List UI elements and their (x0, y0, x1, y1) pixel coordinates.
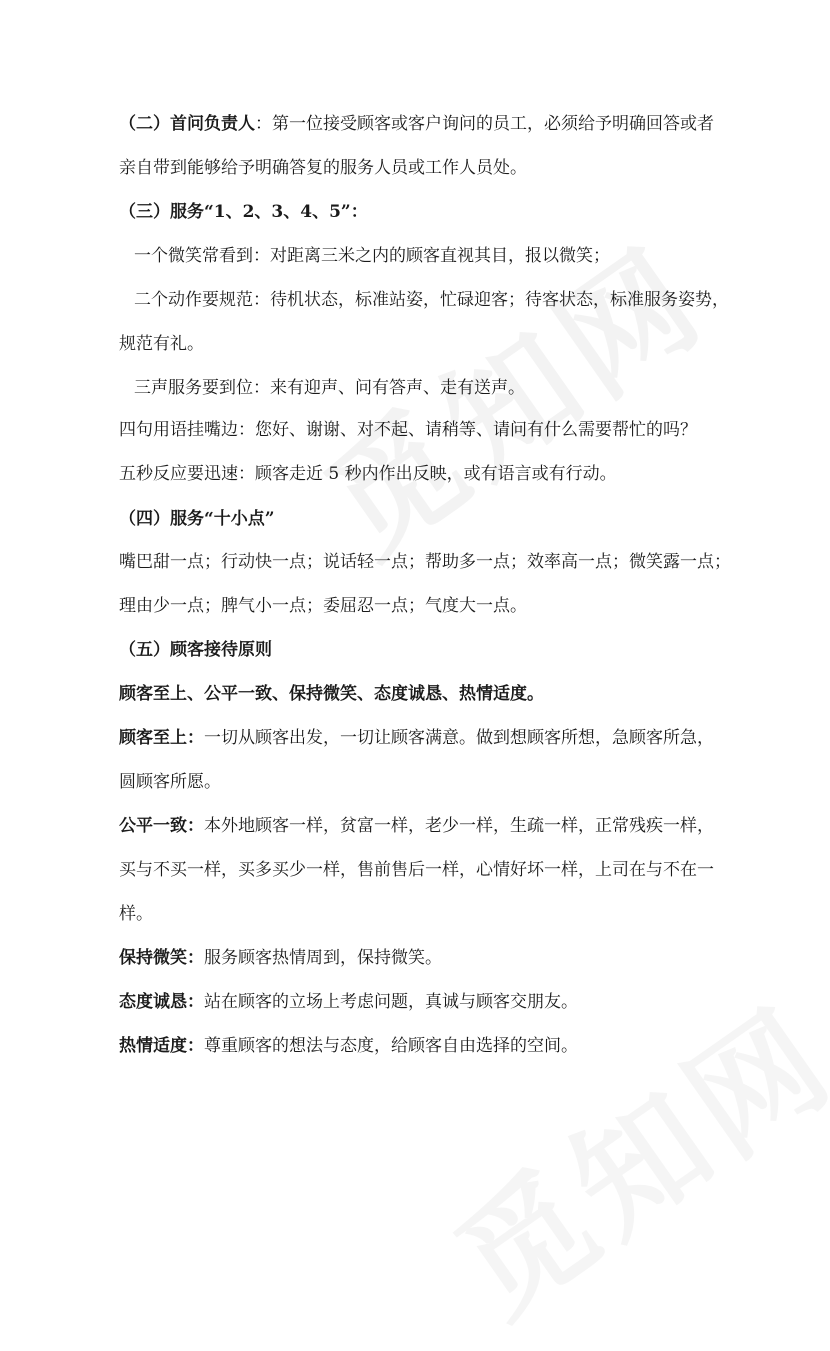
s5-p3-label: 保持微笑： (119, 948, 204, 968)
s5-p4 (119, 990, 578, 1014)
s5-p1-line2: 圆顾客所愿。 (119, 772, 221, 792)
s5-heading: （五）顾客接待原则 (119, 640, 272, 660)
s3-item3: 三声服务要到位：来有迎声、问有答声、走有送声。 (134, 378, 525, 398)
s2-line1 (119, 112, 714, 136)
s5-p1-label: 顾客至上： (119, 728, 204, 748)
s3-item1: 一个微笑常看到：对距离三米之内的顾客直视其目，报以微笑； (134, 246, 610, 266)
s2-text-line1: 第一位接受顾客或客户询问的员工，必须给予明确回答或者 (272, 114, 714, 134)
s5-p1-text: 一切从顾客出发，一切让顾客满意。做到想顾客所想，急顾客所急， (204, 728, 714, 748)
s3-item4: 四句用语挂嘴边：您好、谢谢、对不起、请稍等、请问有什么需要帮忙的吗？ (119, 420, 697, 440)
watermark-logo-bottom (414, 956, 830, 1350)
s4-line1: 嘴巴甜一点；行动快一点；说话轻一点；帮助多一点；效率高一点；微笑露一点； (119, 552, 731, 572)
s5-p2-line2: 买与不买一样，买多买少一样，售前售后一样，心情好坏一样，上司在与不在一 (119, 860, 714, 880)
s3-item5: 五秒反应要迅速：顾客走近 5 秒内作出反映，或有语言或有行动。 (119, 464, 617, 484)
s5-p2-line1 (119, 814, 714, 838)
s2-text-line2: 亲自带到能够给予明确答复的服务人员或工作人员处。 (119, 158, 527, 178)
s5-p5-text: 尊重顾客的想法与态度，给顾客自由选择的空间。 (204, 1036, 578, 1056)
s5-p2-text: 本外地顾客一样，贫富一样，老少一样，生疏一样，正常残疾一样， (204, 816, 714, 836)
s4-heading: （四）服务“十小点” (119, 509, 275, 529)
s5-p5 (119, 1034, 578, 1058)
s2-heading: （二）首问负责人 (119, 114, 255, 134)
s4-line2: 理由少一点；脾气小一点；委屈忍一点；气度大一点。 (119, 596, 527, 616)
s3-item2-line2: 规范有礼。 (119, 334, 204, 354)
s3-heading: （三）服务“1、2、3、4、5”： (119, 202, 368, 222)
s3-item2-line1: 二个动作要规范：待机状态，标准站姿，忙碌迎客；待客状态，标准服务姿势， (134, 290, 729, 310)
s5-p1-line1 (119, 726, 714, 750)
s5-summary: 顾客至上、公平一致、保持微笑、态度诚恳、热情适度。 (119, 684, 544, 704)
s5-p3-text: 服务顾客热情周到，保持微笑。 (204, 948, 442, 968)
s5-p4-text: 站在顾客的立场上考虑问题，真诚与顾客交朋友。 (204, 992, 578, 1012)
s5-p2-label: 公平一致： (119, 816, 204, 836)
s5-p4-label: 态度诚恳： (119, 992, 204, 1012)
s5-p3 (119, 946, 442, 970)
s2-colon: ： (255, 114, 272, 134)
s5-p5-label: 热情适度： (119, 1036, 204, 1056)
s5-p2-line3: 样。 (119, 904, 153, 924)
